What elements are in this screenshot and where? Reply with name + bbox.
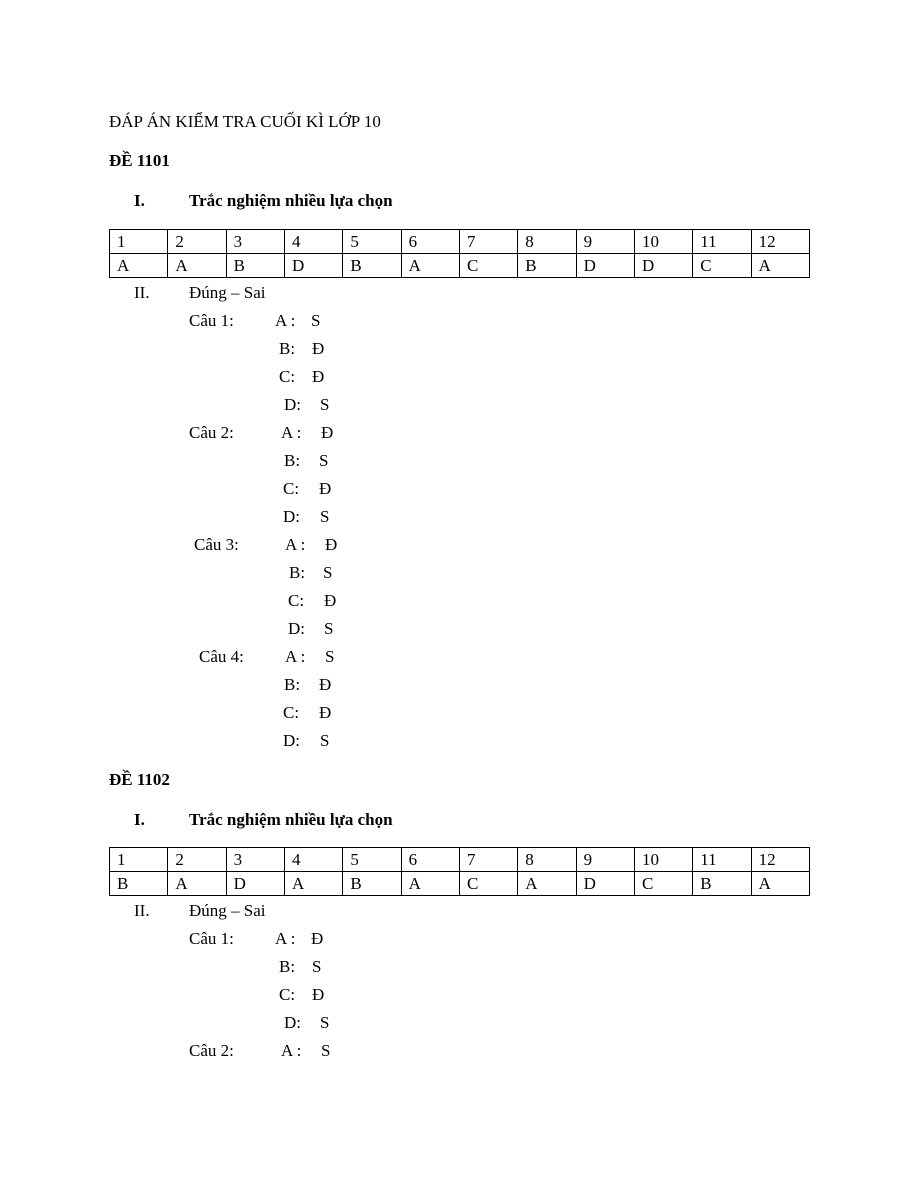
option-label: A : xyxy=(275,929,296,948)
option-label: B: xyxy=(284,675,301,694)
list-item xyxy=(281,423,333,443)
option-value: S xyxy=(312,957,322,976)
table-cell: A xyxy=(751,254,809,278)
list-item xyxy=(284,451,328,471)
question-label: Câu 4: xyxy=(199,647,244,666)
table-row-numbers xyxy=(110,230,810,254)
list-item xyxy=(288,619,333,639)
option-label: A : xyxy=(285,535,306,554)
table-cell: C xyxy=(693,254,751,278)
table-cell: 7 xyxy=(459,848,517,872)
table-cell: B xyxy=(226,254,284,278)
part-number: II. xyxy=(134,901,150,920)
table-cell: 10 xyxy=(634,230,692,254)
list-item xyxy=(275,929,323,949)
table-cell: B xyxy=(518,254,576,278)
table-cell: 11 xyxy=(693,230,751,254)
option-label: A : xyxy=(281,423,302,442)
list-item xyxy=(284,675,331,695)
table-cell: C xyxy=(634,872,692,896)
option-label: B: xyxy=(284,451,301,470)
option-value: Đ xyxy=(319,703,332,722)
table-cell: D xyxy=(576,254,634,278)
option-label: A : xyxy=(281,1041,302,1060)
section-heading: ĐỀ 1102 xyxy=(109,770,170,789)
question-label: Câu 1: xyxy=(189,311,234,330)
table-cell: 4 xyxy=(284,848,342,872)
table-cell: 1 xyxy=(110,848,168,872)
table-cell: A xyxy=(110,254,168,278)
option-label: C: xyxy=(279,985,296,1004)
table-cell: A xyxy=(168,872,226,896)
table-cell: B xyxy=(693,872,751,896)
option-label: D: xyxy=(283,731,300,750)
table-row-answers xyxy=(110,254,810,278)
option-value: Đ xyxy=(325,535,338,554)
list-item xyxy=(283,731,329,751)
option-value: Đ xyxy=(312,339,325,358)
table-cell: 6 xyxy=(401,230,459,254)
list-item xyxy=(281,1041,330,1061)
table-cell: 2 xyxy=(168,848,226,872)
list-item xyxy=(284,1013,329,1033)
list-item xyxy=(279,957,321,977)
option-label: C: xyxy=(288,591,305,610)
table-cell: 7 xyxy=(459,230,517,254)
option-value: S xyxy=(320,507,330,526)
option-label: D: xyxy=(284,1013,301,1032)
option-label: B: xyxy=(279,339,296,358)
table-cell: A xyxy=(401,872,459,896)
option-label: D: xyxy=(284,395,301,414)
list-item xyxy=(279,985,324,1005)
table-cell: 3 xyxy=(226,230,284,254)
table-cell: D xyxy=(634,254,692,278)
option-label: D: xyxy=(288,619,305,638)
question-label: Câu 2: xyxy=(189,423,234,442)
option-value: S xyxy=(321,1041,331,1060)
part-number: I. xyxy=(134,191,145,210)
option-label: C: xyxy=(283,479,300,498)
option-label: B: xyxy=(289,563,306,582)
list-item xyxy=(285,647,334,667)
section-heading: ĐỀ 1101 xyxy=(109,151,170,170)
part-number: I. xyxy=(134,810,145,829)
part-label: Đúng – Sai xyxy=(189,901,266,920)
answer-table xyxy=(109,847,810,896)
table-cell: 9 xyxy=(576,848,634,872)
option-label: B: xyxy=(279,957,296,976)
table-cell: D xyxy=(576,872,634,896)
part-label: Trắc nghiệm nhiều lựa chọn xyxy=(189,810,393,829)
list-item xyxy=(279,339,324,359)
table-cell: B xyxy=(110,872,168,896)
option-label: D: xyxy=(283,507,300,526)
option-value: Đ xyxy=(324,591,337,610)
table-cell: 10 xyxy=(634,848,692,872)
table-cell: 1 xyxy=(110,230,168,254)
table-cell: C xyxy=(459,254,517,278)
option-label: A : xyxy=(275,311,296,330)
table-cell: 5 xyxy=(343,230,401,254)
option-value: S xyxy=(319,451,329,470)
option-value: S xyxy=(320,1013,330,1032)
answer-table xyxy=(109,229,810,278)
part-number: II. xyxy=(134,283,150,302)
list-item xyxy=(289,563,332,583)
list-item xyxy=(284,395,329,415)
question-label: Câu 2: xyxy=(189,1041,234,1060)
table-cell: 8 xyxy=(518,848,576,872)
table-cell: B xyxy=(343,872,401,896)
list-item xyxy=(279,367,324,387)
table-cell: 11 xyxy=(693,848,751,872)
table-cell: 12 xyxy=(751,230,809,254)
option-label: C: xyxy=(283,703,300,722)
part-label: Trắc nghiệm nhiều lựa chọn xyxy=(189,191,393,210)
table-cell: C xyxy=(459,872,517,896)
part-label: Đúng – Sai xyxy=(189,283,266,302)
table-cell: 3 xyxy=(226,848,284,872)
question-label: Câu 1: xyxy=(189,929,234,948)
table-cell: 4 xyxy=(284,230,342,254)
table-row-numbers xyxy=(110,848,810,872)
table-cell: 2 xyxy=(168,230,226,254)
list-item xyxy=(283,479,331,499)
list-item xyxy=(285,535,337,555)
option-value: S xyxy=(325,647,335,666)
table-cell: A xyxy=(751,872,809,896)
option-value: S xyxy=(324,619,334,638)
table-cell: D xyxy=(226,872,284,896)
option-value: Đ xyxy=(321,423,334,442)
table-cell: A xyxy=(168,254,226,278)
table-cell: A xyxy=(401,254,459,278)
table-cell: 6 xyxy=(401,848,459,872)
table-cell: A xyxy=(284,872,342,896)
table-cell: 8 xyxy=(518,230,576,254)
option-value: S xyxy=(320,395,330,414)
table-cell: A xyxy=(518,872,576,896)
option-label: A : xyxy=(285,647,306,666)
list-item xyxy=(283,507,329,527)
option-value: Đ xyxy=(319,479,332,498)
option-value: Đ xyxy=(312,985,325,1004)
option-value: S xyxy=(311,311,321,330)
list-item xyxy=(275,311,320,331)
option-value: Đ xyxy=(311,929,324,948)
page-title: ĐÁP ÁN KIỂM TRA CUỐI KÌ LỚP 10 xyxy=(109,112,381,131)
list-item xyxy=(288,591,336,611)
table-row-answers xyxy=(110,872,810,896)
table-cell: B xyxy=(343,254,401,278)
table-cell: 12 xyxy=(751,848,809,872)
option-value: S xyxy=(320,731,330,750)
option-value: Đ xyxy=(312,367,325,386)
table-cell: 5 xyxy=(343,848,401,872)
option-value: Đ xyxy=(319,675,332,694)
table-cell: D xyxy=(284,254,342,278)
option-value: S xyxy=(323,563,333,582)
table-cell: 9 xyxy=(576,230,634,254)
option-label: C: xyxy=(279,367,296,386)
list-item xyxy=(283,703,331,723)
question-label: Câu 3: xyxy=(194,535,239,554)
